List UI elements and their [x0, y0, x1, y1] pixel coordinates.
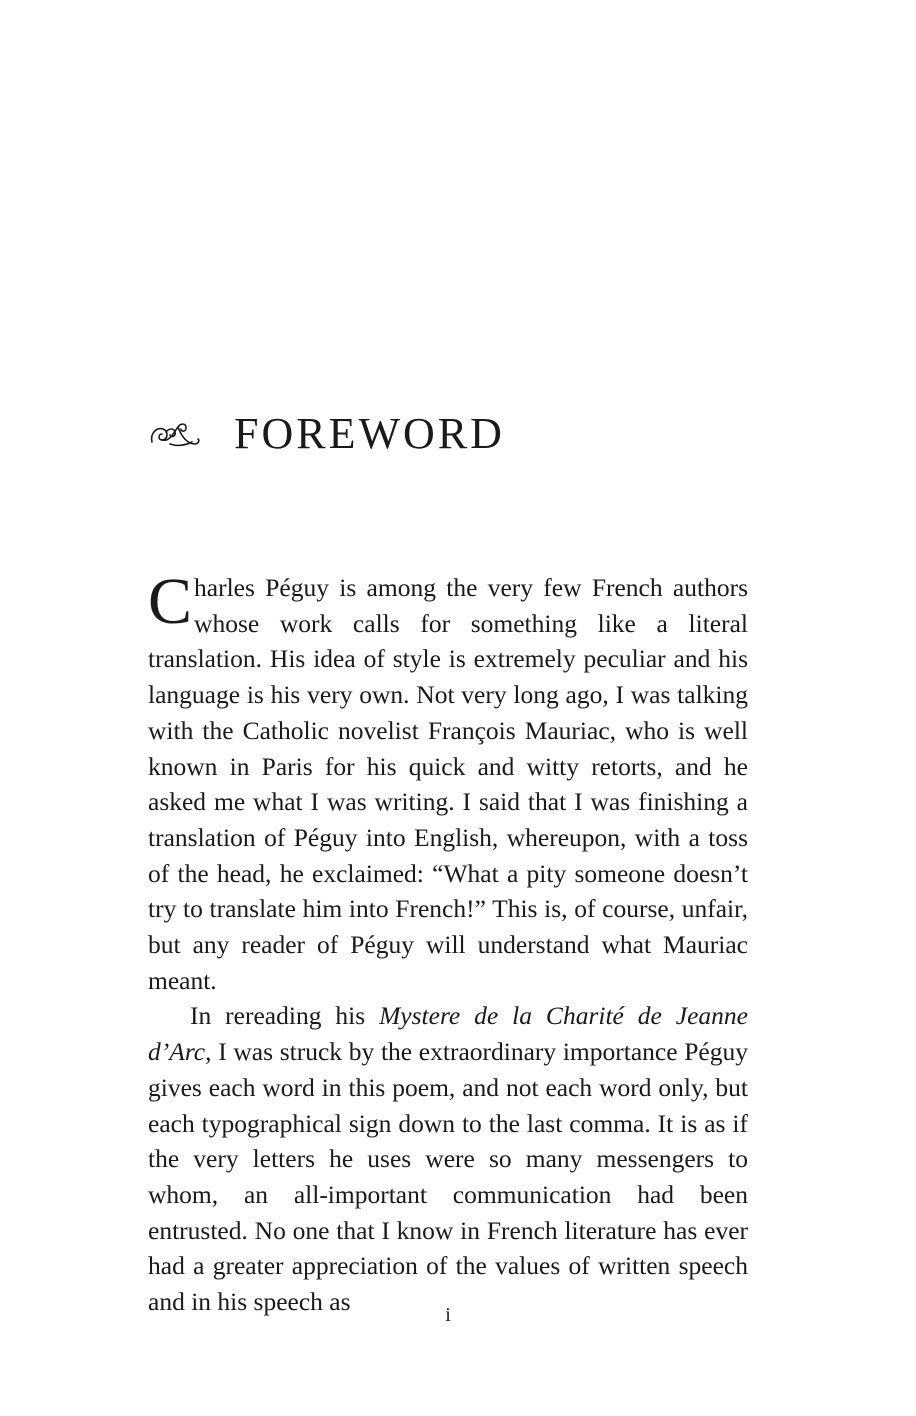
- chapter-title: FOREWORD: [234, 409, 505, 458]
- page-number: i: [445, 1304, 451, 1326]
- paragraph-2-lead: In rereading his: [190, 1001, 380, 1031]
- work-title: Mystere de la Charité de Jeanne d’Arc: [148, 1001, 748, 1067]
- drop-cap: C: [148, 565, 193, 638]
- foreword-body: [148, 565, 748, 1320]
- paragraph-1: [148, 565, 748, 998]
- paragraph-1-text: harles Péguy is among the very few French authors whose work calls for something like a literal translation. His idea of style is extremely peculiar and his language is his very own. Not very long ago, I was talking with the Catholic novelist François Mauriac, who is well known in Paris for his quick and witty retorts, and he asked me what I was writing. I said that I was finishing a translation of Péguy into English, whereupon, with a toss of the head, he exclaimed: “What a pity someone doesn’t try to translate him into French!” This is, of course, unfair, but any reader of Péguy will understand what Mauriac meant.: [148, 573, 748, 995]
- paragraph-2: [148, 998, 748, 1319]
- fleuron-ornament-icon: [148, 418, 202, 450]
- paragraph-2-text: , I was struck by the extraordinary importance Péguy gives each word in this poem, and not each word only, but each typographical sign down to the last comma. It is as if the very letters he uses were so many messengers to whom, an all-important communication had been entrusted. No one that I know in French literature has ever had a greater appreciation of the values of written speech and in his speech as: [148, 1037, 748, 1317]
- chapter-heading: [148, 408, 505, 460]
